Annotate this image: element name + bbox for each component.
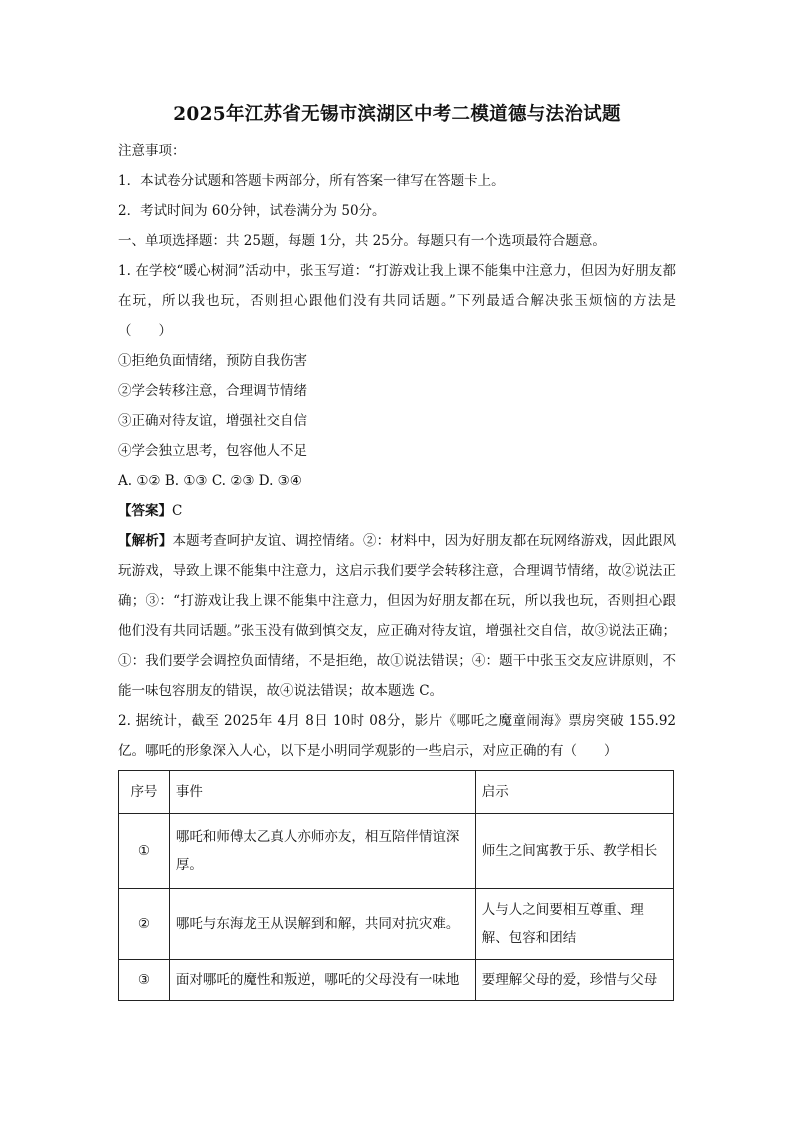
table-cell: ③ [119,960,170,1001]
table-header-row [119,771,674,814]
table-header-cell: 启示 [475,771,673,814]
table-cell: 人与人之间要相互尊重、理解、包容和团结 [475,889,673,960]
table-cell: 师生之间寓教于乐、教学相长 [475,814,673,889]
question-1-analysis [118,526,676,706]
table-cell: 哪吒和师傅太乙真人亦师亦友，相互陪伴情谊深厚。 [169,814,475,889]
analysis-label: 【解析】 [118,533,173,549]
question-2-stem: 2. 据统计，截至 2025年 4月 8日 10时 08分，影片《哪吒之魔童闹海》票房突破 155.92亿。哪吒的形象深入人心，以下是小明同学观影的一些启示，对应正确的有（ ） [118,713,676,759]
table-cell: ② [119,889,170,960]
question-1-option-2: ②学会转移注意，合理调节情绪 [118,383,307,399]
exam-title: 2025年江苏省无锡市滨湖区中考二模道德与法治试题 [173,104,621,125]
table-row [119,814,674,889]
question-1-option-3: ③正确对待友谊，增强社交自信 [118,413,307,429]
answer-label: 【答案】 [118,503,172,519]
notice-heading: 注意事项： [118,143,186,159]
question-2-table [118,770,674,1001]
table-row [119,889,674,960]
table-header-cell: 事件 [169,771,475,814]
table-cell: ① [119,814,170,889]
notice-item-1: 1．本试卷分试题和答题卡两部分，所有答案一律写在答题卡上。 [118,173,505,189]
table-row [119,960,674,1001]
section-heading: 一、单项选择题：共 25题，每题 1分，共 25分。每题只有一个选项最符合题意。 [118,233,606,249]
question-1-option-4: ④学会独立思考，包容他人不足 [118,443,307,459]
table-cell: 哪吒与东海龙王从误解到和解，共同对抗灾难。 [169,889,475,960]
answer-value: C [172,503,183,519]
question-1-choices: A. ①② B. ①③ C. ②③ D. ③④ [118,473,302,489]
table-cell: 面对哪吒的魔性和叛逆，哪吒的父母没有一味地 [169,960,475,1001]
table-cell: 要理解父母的爱，珍惜与父母 [475,960,673,1001]
exam-content [118,100,676,1001]
analysis-text: 本题考查呵护友谊、调控情绪。②：材料中，因为好朋友都在玩网络游戏，因此跟风玩游戏，导致上课不能集中注意力，这启示我们要学会转移注意，合理调节情绪，故②说法正确；③：“打游戏让我上课不能集中注意力，但因为好朋友都在玩，所以我也玩，否则担心跟他们没有共同话题。”张玉没有做到慎交友，应正确对待友谊，增强社交自信，故③说法正确；①：我们要学会调控负面情绪，不是拒绝，故①说法错误；④：题干中张玉交友应讲原则，不能一味包容朋友的错误，故④说法错误；故本题选 C。 [118,533,677,699]
notice-item-2: 2．考试时间为 60分钟，试卷满分为 50分。 [118,203,386,219]
question-1-stem: 1. 在学校“暖心树洞”活动中，张玉写道：“打游戏让我上课不能集中注意力，但因为好朋友都在玩，所以我也玩，否则担心跟他们没有共同话题。”下列最适合解决张玉烦恼的方法是（ ） [118,263,676,339]
table-header-cell: 序号 [119,771,170,814]
question-1-option-1: ①拒绝负面情绪，预防自我伤害 [118,353,307,369]
question-1-answer [118,496,676,526]
